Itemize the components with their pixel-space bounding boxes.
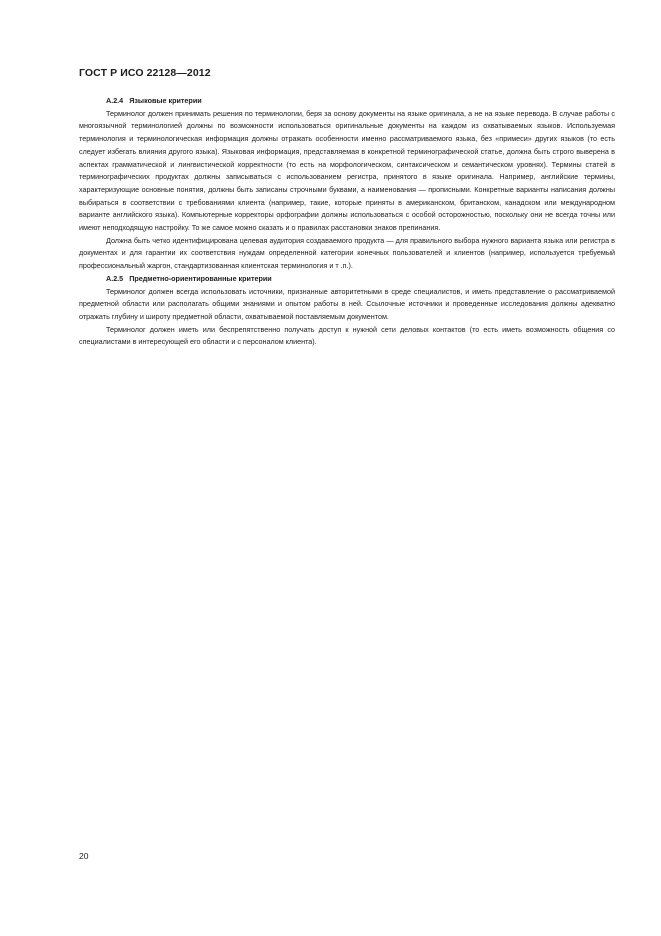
section-heading-a25 (79, 273, 615, 286)
paragraph: Должна быть четко идентифицирована целевая аудитория создаваемого продукта — для правильного выбора нужного варианта языка или регистра в документах и для гарантии их соответствия нуждам определенной категории конечных пользователей и клиентов (например, используется требуемый профессиональный жаргон, стандартизованная клиентская терминология и т .п.). (79, 235, 615, 271)
section-heading-a24 (79, 95, 615, 108)
document-body (79, 95, 615, 349)
paragraph: Терминолог должен иметь или беспрепятственно получать доступ к нужной сети деловых контактов (то есть иметь возможность общения со специалистами в интересующей его области и с персоналом клиента). (79, 324, 615, 347)
document-header-title: ГОСТ Р ИСО 22128—2012 (79, 67, 211, 79)
section-number: А.2.5 (106, 273, 124, 283)
paragraph: Терминолог должен всегда использовать источники, признанные авторитетными в среде специалистов, и иметь представление о рассматриваемой предметной области или располагать общими знаниями и опытом работы в ней. Ссылочные источники и проведенные исследования должны адекватно отражать глубину и широту предметной области, охватываемой поставляемым документом. (79, 286, 615, 321)
section-number: А.2.4 (106, 96, 124, 105)
section-title: Языковые критерии (129, 96, 202, 105)
paragraph: Терминолог должен принимать решения по терминологии, беря за основу документы на языке оригинала, а не на языке перевода. В случае работы с многоязычной терминологией должны по возможности использоваться оригинальные документы на каждом из охватываемых языков. Используемая терминология и терминологическая информация должны отражать особенности именно рассматриваемого языка, без «примеси» других языков (то есть следует избегать влияния другого языка). Языковая информация, представляемая в конкретной терминографической статье, должна быть строго выверена в аспектах грамматической и лингвистической корректности (то есть на морфологическом, синтаксическом и семантическом уровнях). Термины статей в терминографических продуктах должны записываться с использованием регистра, принятого в языке оригинала. Например, английские термины, характеризующие основные понятия, должны быть записаны строчными буквами, а наименования — прописными. Конкретные варианты написания должны выбираться в соответствии с требованиями клиента (например, такие, которые приняты в американском, британском, канадском или международном варианте английского языка). Компьютерные корректоры орфографии должны использоваться с особой осторожностью, поскольку они не всегда точны или имеют неподходящую настройку. То же самое можно сказать и о правилах расстановки знаков препинания. (79, 108, 615, 233)
page-number: 20 (79, 851, 89, 861)
section-title: Предметно-ориентированные критерии (129, 273, 272, 283)
